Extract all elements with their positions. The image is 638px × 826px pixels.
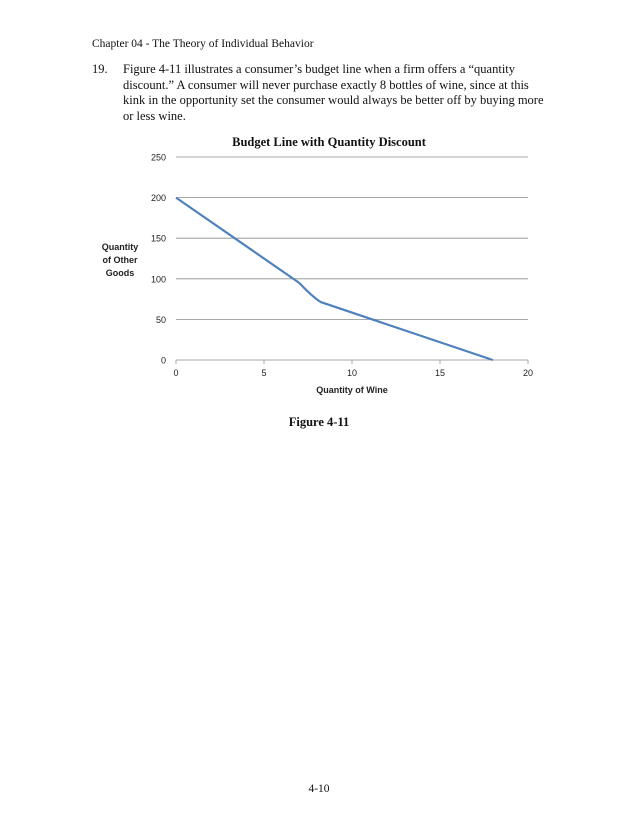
question-text (123, 62, 563, 125)
chart-title: Budget Line with Quantity Discount (232, 135, 426, 149)
y-tick-label: 250 (150, 152, 166, 163)
question-line: or less wine. (123, 109, 186, 124)
y-axis-title-line: of Other (102, 255, 138, 265)
question-line: Figure 4-11 illustrates a consumer’s budget line when a firm offers a “quantity (123, 62, 516, 76)
y-tick-label: 200 (150, 193, 166, 204)
question-line: discount.” A consumer will never purchase exactly 8 bottles of wine, since at this (123, 77, 529, 92)
question-line: kink in the opportunity set the consumer would always be better off by buying more (123, 93, 544, 108)
figure-caption: Figure 4-11 (288, 415, 350, 429)
chart-svg (0, 128, 638, 408)
page-number: 4-10 (308, 783, 330, 795)
x-tick-label: 20 (522, 368, 534, 378)
budget-line-chart (0, 128, 638, 408)
running-head: Chapter 04 - The Theory of Individual Behavior (92, 38, 314, 50)
y-tick-label: 100 (150, 274, 166, 285)
y-axis-title-line: Goods (105, 268, 135, 278)
y-tick-label: 0 (160, 355, 166, 366)
x-axis-title: Quantity of Wine (316, 385, 388, 395)
y-tick-label: 50 (155, 314, 166, 325)
x-tick-label: 0 (173, 368, 179, 378)
y-tick-label: 150 (150, 233, 166, 244)
x-tick-label: 5 (261, 368, 267, 378)
question-number: 19. (92, 62, 108, 76)
x-tick-label: 10 (346, 368, 358, 378)
x-tick-label: 15 (434, 368, 446, 378)
y-axis-title-line: Quantity (101, 242, 139, 252)
